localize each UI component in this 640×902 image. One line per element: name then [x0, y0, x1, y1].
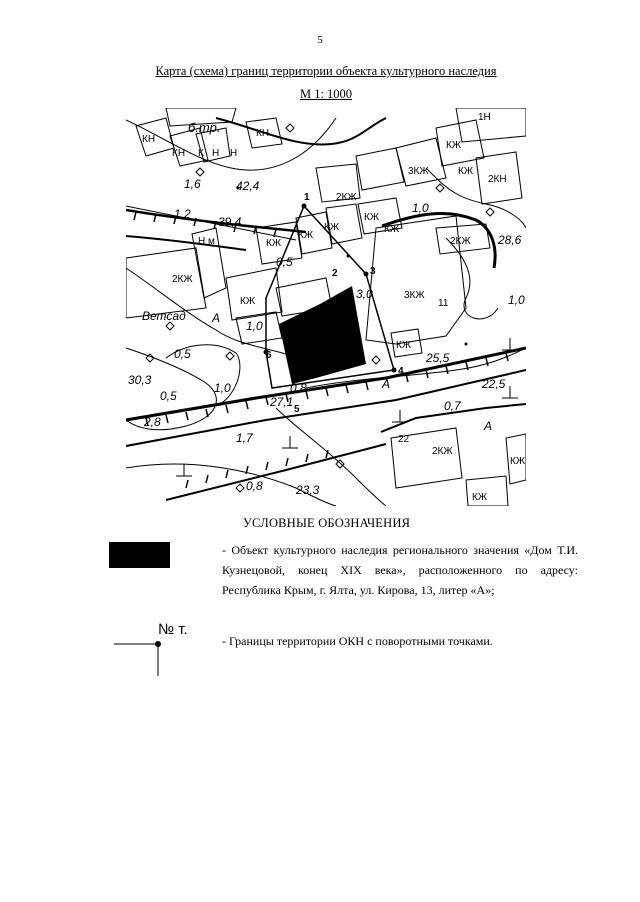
building-label: Н	[212, 148, 220, 159]
elev-label: 23,3	[296, 483, 320, 497]
elev-label: 0,5	[174, 347, 191, 361]
elev-label: 1,7	[236, 431, 253, 445]
elev-label: 1,0	[246, 319, 263, 333]
building-label: К	[198, 148, 204, 159]
building-label: КЖ	[458, 166, 474, 177]
building-label: 2КЖ	[336, 192, 357, 203]
elev-label: 30,3	[128, 373, 152, 387]
building-label: КЖ	[324, 222, 340, 233]
legend-boundary-text: - Границы территории ОКН с поворотными точками.	[222, 634, 493, 648]
elev-label: 1,0	[508, 293, 525, 307]
page-number: 5	[317, 34, 323, 46]
building-label: КЖ	[298, 230, 314, 241]
elev-label: 0,8	[246, 479, 263, 493]
elev-label: 25,5	[426, 351, 450, 365]
building-label: 2КЖ	[450, 236, 471, 247]
letter-label: А	[212, 311, 221, 325]
letter-label: А	[382, 377, 391, 391]
building-label: КЖ	[510, 456, 526, 467]
elev-label: 0,5	[160, 389, 177, 403]
elev-label: 22,5	[482, 377, 506, 391]
street-label-vetsad: Ветсад	[142, 309, 186, 323]
building-label: КЖ	[364, 212, 380, 223]
elev-label: 2,8	[144, 415, 161, 429]
boundary-point-1: 1	[304, 192, 310, 203]
building-label: КЖ	[240, 296, 256, 307]
elev-label: 1,0	[412, 201, 429, 215]
elev-label: 1,2	[174, 207, 191, 221]
building-label: 2КЖ	[172, 274, 193, 285]
elev-label: 0,7	[444, 399, 461, 413]
building-label: 1Н	[478, 112, 491, 123]
building-label: КЖ	[384, 224, 400, 235]
building-label: КЖ	[266, 238, 282, 249]
legend-heritage-object-text: - Объект культурного наследия регионального значения «Дом Т.И. Кузнецовой, конец XIX века», расположенного по адресу: Республика Крым, г. Ялта, ул. Кирова, 13, литер «А»;	[222, 543, 578, 597]
elev-label: 3,0	[356, 287, 373, 301]
elev-label: 1,0	[214, 381, 231, 395]
building-label: Н м	[198, 236, 215, 247]
elev-label: 42,4	[236, 179, 260, 193]
elev-label: 27,1	[270, 395, 294, 409]
elev-label: 28,6	[498, 233, 522, 247]
building-label: 3КЖ	[408, 166, 429, 177]
boundary-point-4: 4	[398, 366, 404, 377]
boundary-point-2: 2	[332, 268, 338, 279]
cadastral-map	[126, 108, 526, 506]
building-label: 2КН	[488, 174, 507, 185]
heritage-object-swatch	[109, 542, 170, 568]
elev-label: 0,5	[276, 255, 293, 269]
building-label: 11	[438, 298, 449, 309]
elev-label: 39,4	[218, 215, 242, 229]
building-label: 22	[398, 434, 410, 445]
street-label-top: б.тр.	[188, 120, 221, 135]
boundary-point-symbol-label: № т.	[158, 621, 188, 638]
map-title: Карта (схема) границ территории объекта культурного наследия	[155, 64, 497, 78]
boundary-point-5: 5	[294, 404, 300, 415]
building-label: КЖ	[446, 140, 462, 151]
building-label: КН	[172, 148, 186, 159]
building-label: КЖ	[396, 340, 412, 351]
building-label: 2КЖ	[432, 446, 453, 457]
building-label: Н	[230, 148, 238, 159]
building-label: КН	[142, 134, 156, 145]
elev-label: 1,6	[184, 177, 201, 191]
legend-title: УСЛОВНЫЕ ОБОЗНАЧЕНИЯ	[243, 516, 411, 530]
building-label: КН	[256, 128, 270, 139]
map-scale: М 1: 1000	[299, 87, 353, 101]
building-label: 3КЖ	[404, 290, 425, 301]
boundary-point-3: 3	[370, 266, 376, 277]
letter-label: А	[484, 419, 493, 433]
building-label: КЖ	[472, 492, 488, 503]
elev-label: 0,8	[290, 381, 307, 395]
boundary-point-6: 6	[266, 350, 272, 361]
